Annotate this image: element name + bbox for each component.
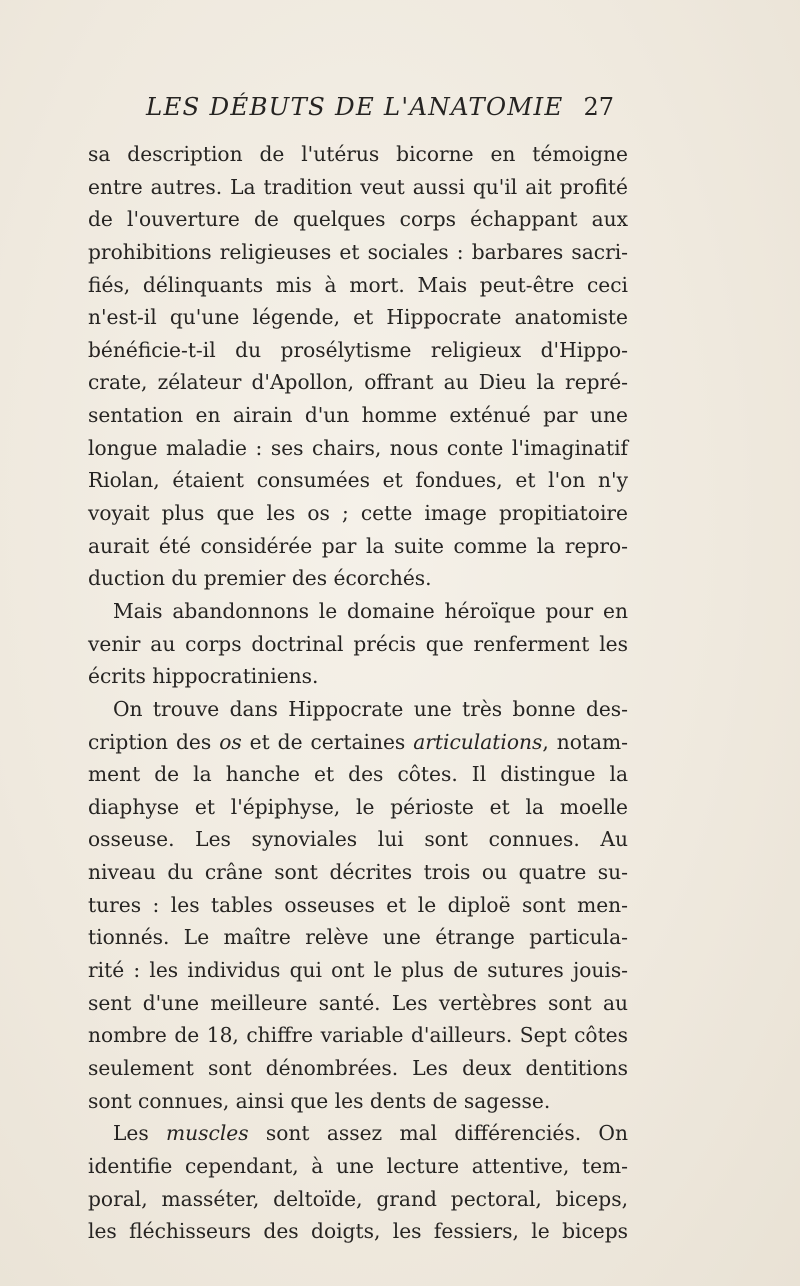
text-line: bénéficie-t-il du prosélytisme religieux d'Hippo- [88, 337, 628, 362]
running-head [146, 92, 628, 128]
text-run: Les [113, 1121, 167, 1146]
text-line: sont connues, ainsi que les dents de sagesse. [88, 1088, 551, 1113]
text-line: voyait plus que les os ; cette image propitiatoire [88, 501, 628, 526]
text-line-mixed [88, 726, 628, 759]
text-run-italic: muscles [166, 1121, 249, 1146]
text-line: rité : les individus qui ont le plus de sutures jouis- [88, 958, 628, 983]
text-line: sentation en airain d'un homme exténué par une [88, 403, 628, 428]
text-line: n'est-il qu'une légende, et Hippocrate anatomiste [88, 305, 628, 330]
text-line: sent d'une meilleure santé. Les vertèbres sont au [88, 990, 628, 1015]
page-number: 27 [583, 93, 615, 121]
running-title: LES DÉBUTS DE L'ANATOMIE [146, 92, 564, 121]
text-run: sont assez mal différenciés. On [248, 1121, 628, 1146]
text-line: diaphyse et l'épiphyse, le périoste et la moelle [88, 794, 628, 819]
text-line: tures : les tables osseuses et le diploë sont men- [88, 892, 628, 917]
text-line: tionnés. Le maître relève une étrange particula- [88, 925, 628, 950]
text-line: crate, zélateur d'Apollon, offrant au Dieu la repré- [88, 370, 628, 395]
text-line: fiés, délinquants mis à mort. Mais peut-être ceci [88, 272, 628, 297]
text-line: de l'ouverture de quelques corps échappant aux [88, 207, 628, 232]
text-run: et de certaines [241, 729, 414, 754]
text-line: Riolan, étaient consumées et fondues, et l'on n'y [88, 468, 628, 493]
text-line: duction du premier des écorchés. [88, 566, 432, 591]
text-line: aurait été considérée par la suite comme la repro- [88, 533, 628, 558]
text-line: seulement sont dénombrées. Les deux dentitions [88, 1055, 628, 1080]
text-line: poral, masséter, deltoïde, grand pectoral, biceps, [88, 1186, 628, 1211]
text-line: venir au corps doctrinal précis que renferment les [88, 631, 628, 656]
text-line: Mais abandonnons le domaine héroïque pour en [113, 598, 628, 623]
text-line: nombre de 18, chiffre variable d'ailleurs. Sept côtes [88, 1023, 628, 1048]
text-run: cription des [88, 729, 220, 754]
text-line: écrits hippocratiniens. [88, 664, 319, 689]
text-line: prohibitions religieuses et sociales : barbares sacri- [88, 239, 628, 264]
text-run-italic: os [219, 729, 242, 754]
text-line: longue maladie : ses chairs, nous conte l'imaginatif [88, 435, 628, 460]
text-line: identifie cependant, à une lecture attentive, tem- [88, 1153, 628, 1178]
text-line: niveau du crâne sont décrites trois ou quatre su- [88, 860, 628, 885]
text-line-mixed [88, 1117, 628, 1150]
text-line: ment de la hanche et des côtes. Il distingue la [88, 762, 628, 787]
text-line: sa description de l'utérus bicorne en témoigne [88, 142, 628, 166]
text-line: les fléchisseurs des doigts, les fessiers, le biceps [88, 1219, 628, 1244]
text-line: On trouve dans Hippocrate une très bonne des- [113, 696, 628, 721]
body-text [88, 138, 628, 1248]
text-run: , notam- [542, 729, 629, 754]
text-run-italic: articulations [413, 729, 543, 754]
text-line: entre autres. La tradition veut aussi qu'il ait profité [88, 174, 628, 199]
text-line: osseuse. Les synoviales lui sont connues. Au [88, 827, 628, 852]
